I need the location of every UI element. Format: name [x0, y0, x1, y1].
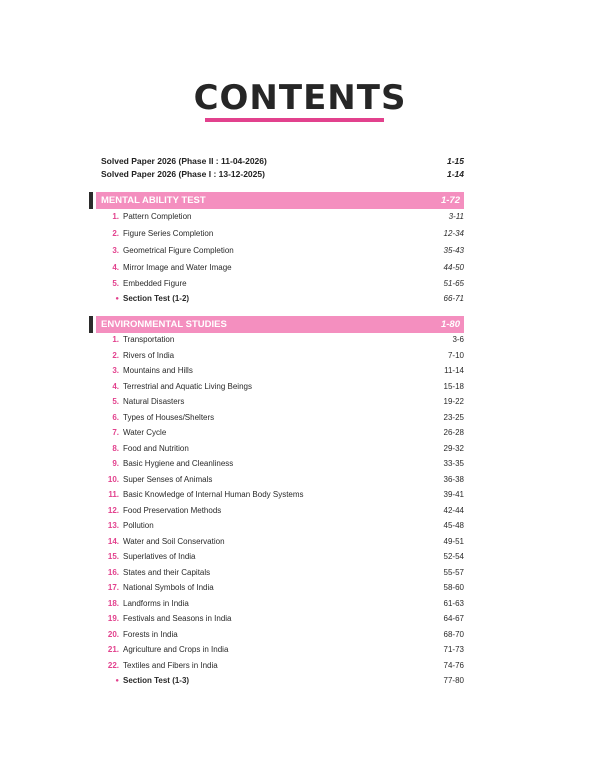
list-item[interactable] — [101, 379, 464, 394]
item-number: 19. — [107, 614, 119, 623]
list-item[interactable] — [101, 565, 464, 580]
title-underline — [205, 118, 384, 122]
item-pages: 77-80 — [443, 676, 464, 685]
list-item[interactable] — [101, 348, 464, 363]
item-pages: 11-14 — [444, 366, 464, 375]
list-item[interactable] — [101, 243, 464, 258]
item-pages: 36-38 — [443, 474, 464, 484]
list-item[interactable] — [101, 534, 464, 549]
item-label: Agriculture and Crops in India — [123, 645, 229, 654]
list-item[interactable] — [101, 332, 464, 347]
item-label: Natural Disasters — [123, 397, 185, 406]
item-pages: 66-71 — [443, 294, 464, 303]
item-number: 4. — [112, 263, 119, 272]
item-number: 4. — [112, 381, 119, 391]
item-pages: 64-67 — [443, 614, 464, 623]
list-item[interactable] — [101, 658, 464, 673]
item-label: Section Test (1-2) — [123, 294, 190, 303]
page-title: CONTENTS — [193, 78, 407, 118]
item-number: 16. — [107, 567, 119, 577]
item-label: Food Preservation Methods — [123, 505, 222, 515]
item-number: 3. — [112, 246, 119, 255]
item-pages: 44-50 — [443, 263, 464, 272]
item-number: 17. — [107, 583, 119, 592]
item-label: Landforms in India — [123, 598, 189, 608]
item-label: Forests in India — [123, 629, 178, 639]
list-item[interactable] — [101, 260, 464, 275]
item-label: States and their Capitals — [123, 567, 211, 577]
list-item[interactable] — [101, 363, 464, 378]
item-label: Embedded Figure — [123, 279, 187, 288]
item-label: Section Test (1-3) — [123, 676, 190, 685]
item-number: 3. — [112, 366, 119, 375]
item-pages: 74-76 — [443, 660, 464, 670]
item-pages: 7-10 — [447, 350, 464, 360]
section-test-item[interactable] — [101, 673, 464, 688]
item-number: 20. — [107, 629, 119, 639]
item-number: 6. — [112, 412, 119, 422]
item-label: Transportation — [123, 335, 175, 344]
item-label: Basic Knowledge of Internal Human Body Systems — [123, 490, 304, 499]
item-label: Rivers of India — [123, 350, 175, 360]
item-label: Terrestrial and Aquatic Living Beings — [123, 381, 252, 391]
item-pages: 68-70 — [443, 629, 464, 639]
item-number: 12. — [107, 505, 119, 515]
section-pages: 1-80 — [440, 319, 460, 330]
item-pages: 12-34 — [443, 229, 464, 238]
item-number: 15. — [107, 552, 119, 561]
item-number: 21. — [107, 645, 119, 654]
item-label: Pattern Completion — [123, 212, 192, 221]
item-label: Water Cycle — [123, 428, 167, 437]
item-label: Mountains and Hills — [123, 366, 193, 375]
item-pages: 42-44 — [443, 505, 464, 515]
item-label: Food and Nutrition — [123, 443, 189, 453]
solved-paper-pages: 1-15 — [446, 156, 464, 166]
section-bar — [96, 192, 464, 209]
item-label: Water and Soil Conservation — [123, 536, 225, 546]
item-label: Super Senses of Animals — [123, 474, 213, 484]
item-pages: 39-41 — [443, 490, 464, 499]
list-item[interactable] — [101, 394, 464, 409]
item-pages: 19-22 — [443, 397, 464, 406]
item-label: Textiles and Fibers in India — [123, 660, 218, 670]
item-pages: 3-6 — [452, 335, 464, 344]
item-number: 5. — [112, 397, 119, 406]
solved-paper-pages: 1-14 — [446, 169, 464, 179]
item-pages: 71-73 — [443, 645, 464, 654]
section-title: MENTAL ABILITY TEST — [101, 195, 206, 206]
section-marker — [89, 316, 93, 333]
list-item[interactable] — [101, 518, 464, 533]
item-pages: 45-48 — [443, 521, 464, 530]
section-pages: 1-72 — [440, 195, 460, 206]
list-item[interactable] — [101, 226, 464, 241]
item-pages: 49-51 — [443, 536, 464, 546]
item-pages: 26-28 — [443, 428, 464, 437]
section-test-item[interactable] — [101, 291, 464, 306]
item-pages: 3-11 — [448, 212, 464, 221]
item-pages: 33-35 — [443, 459, 464, 468]
solved-paper-entry[interactable] — [101, 166, 464, 182]
bullet-icon: ● — [115, 677, 119, 684]
item-number: 1. — [112, 335, 119, 344]
item-label: Figure Series Completion — [123, 229, 214, 238]
item-pages: 23-25 — [443, 412, 464, 422]
item-number: 5. — [112, 279, 119, 288]
item-number: 11. — [108, 490, 119, 499]
item-pages: 55-57 — [443, 567, 464, 577]
item-label: Mirror Image and Water Image — [123, 263, 232, 272]
list-item[interactable] — [101, 487, 464, 502]
item-pages: 52-54 — [443, 552, 464, 561]
item-pages: 29-32 — [443, 443, 464, 453]
item-label: Festivals and Seasons in India — [123, 614, 232, 623]
list-item[interactable] — [101, 472, 464, 487]
item-number: 10. — [107, 474, 119, 484]
item-number: 18. — [107, 598, 119, 608]
list-item[interactable] — [101, 456, 464, 471]
item-number: 1. — [112, 212, 119, 221]
item-number: 9. — [112, 459, 119, 468]
section-bar — [96, 316, 464, 333]
item-label: Basic Hygiene and Cleanliness — [123, 459, 234, 468]
item-pages: 58-60 — [443, 583, 464, 592]
item-pages: 15-18 — [443, 381, 464, 391]
item-number: 2. — [112, 229, 119, 238]
section-marker — [89, 192, 93, 209]
list-item[interactable] — [101, 611, 464, 626]
item-pages: 51-65 — [443, 279, 464, 288]
list-item[interactable] — [101, 441, 464, 456]
list-item[interactable] — [101, 209, 464, 224]
bullet-icon: ● — [115, 295, 119, 302]
item-number: 22. — [107, 660, 119, 670]
list-item[interactable] — [101, 425, 464, 440]
list-item[interactable] — [101, 627, 464, 642]
item-label: Geometrical Figure Completion — [123, 246, 234, 255]
item-number: 14. — [107, 536, 119, 546]
item-label: Superlatives of India — [123, 552, 196, 561]
list-item[interactable] — [101, 596, 464, 611]
section-title: ENVIRONMENTAL STUDIES — [101, 319, 227, 330]
item-label: National Symbols of India — [123, 583, 214, 592]
item-number: 2. — [112, 350, 119, 360]
item-label: Types of Houses/Shelters — [123, 412, 215, 422]
list-item[interactable] — [101, 410, 464, 425]
solved-paper-label: Solved Paper 2026 (Phase I : 13-12-2025) — [101, 169, 265, 179]
section-header-environmental-studies[interactable] — [89, 316, 464, 333]
item-pages: 35-43 — [443, 246, 464, 255]
item-number: 7. — [112, 428, 119, 437]
list-item[interactable] — [101, 549, 464, 564]
solved-paper-label: Solved Paper 2026 (Phase II : 11-04-2026) — [101, 156, 267, 166]
section-header-mental-ability[interactable] — [89, 192, 464, 209]
item-label: Pollution — [123, 521, 154, 530]
list-item[interactable] — [101, 276, 464, 291]
list-item[interactable] — [101, 642, 464, 657]
item-number: 8. — [112, 443, 119, 453]
item-number: 13. — [107, 521, 119, 530]
item-pages: 61-63 — [443, 598, 464, 608]
list-item[interactable] — [101, 580, 464, 595]
list-item[interactable] — [101, 503, 464, 518]
